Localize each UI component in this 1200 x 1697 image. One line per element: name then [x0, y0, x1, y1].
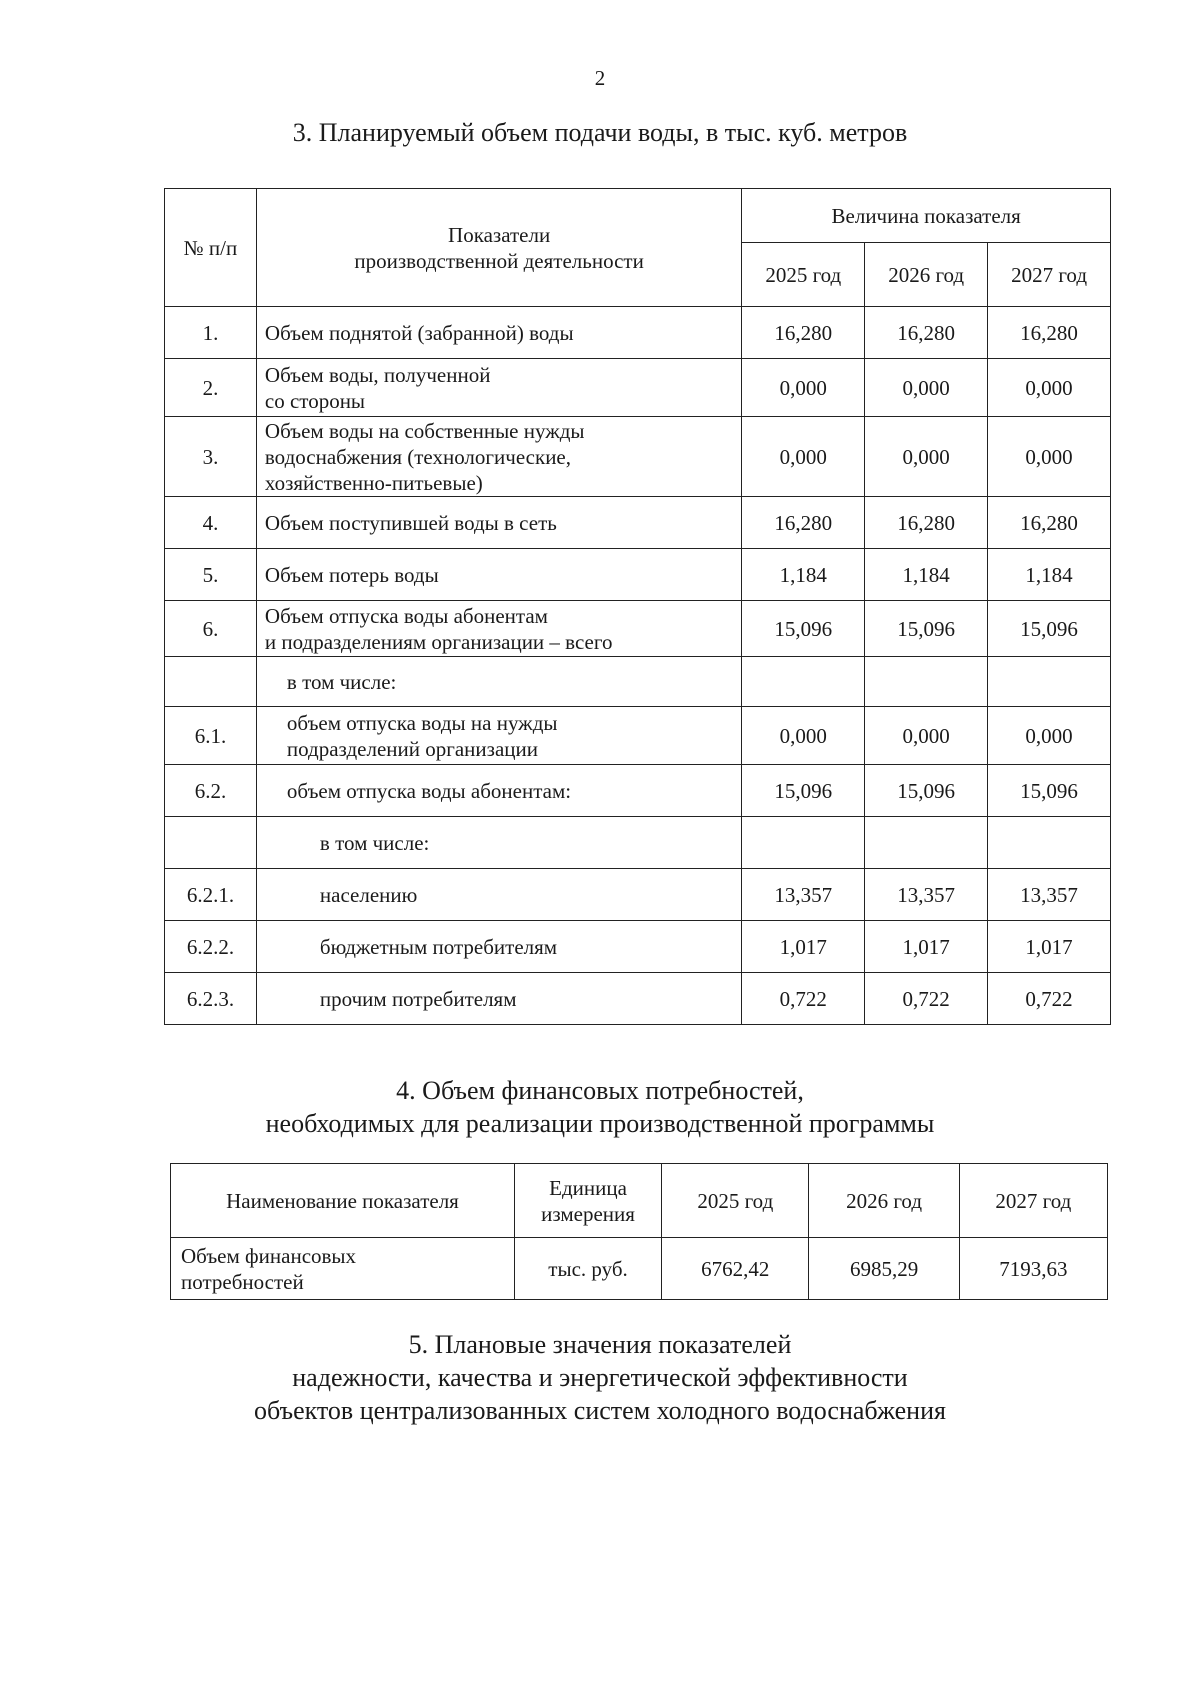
value-2027: 0,000 [988, 707, 1111, 765]
value-2026: 6985,29 [809, 1238, 959, 1300]
row-number: 2. [165, 359, 257, 417]
header-year-2026: 2026 год [865, 243, 988, 307]
indicator-label: в том числе: [256, 817, 741, 869]
row-number: 6.2. [165, 765, 257, 817]
value-2027: 0,000 [988, 417, 1111, 497]
section-4-title: 4. Объем финансовых потребностей, необходимых для реализации производственной программы [265, 1076, 935, 1138]
section-5-title: 5. Плановые значения показателей надежности, качества и энергетической эффективности объектов централизованных систем холодного водоснабжения [254, 1330, 946, 1425]
value-2027: 15,096 [988, 765, 1111, 817]
row-number: 5. [165, 549, 257, 601]
row-number: 6. [165, 601, 257, 657]
value-2027 [988, 817, 1111, 869]
indicator-label: Объем потерь воды [256, 549, 741, 601]
value-2026 [865, 817, 988, 869]
value-2025: 0,000 [742, 707, 865, 765]
header-indicator: Показатели производственной деятельности [256, 189, 741, 307]
value-2026: 0,000 [865, 707, 988, 765]
value-2026: 0,722 [865, 973, 988, 1025]
indicator-label: бюджетным потребителям [256, 921, 741, 973]
value-2026: 1,184 [865, 549, 988, 601]
value-2027: 16,280 [988, 307, 1111, 359]
indicator-label: объем отпуска воды на нужды подразделений организации [256, 707, 741, 765]
table-row [165, 707, 1111, 765]
value-2026: 0,000 [865, 417, 988, 497]
indicator-label: Объем поступившей воды в сеть [256, 497, 741, 549]
table-row [165, 973, 1111, 1025]
header-value-group: Величина показателя [742, 189, 1111, 243]
value-2025: 1,017 [742, 921, 865, 973]
page-number: 2 [594, 66, 606, 90]
indicator-label: Объем отпуска воды абонентам и подразделениям организации – всего [256, 601, 741, 657]
value-2025: 1,184 [742, 549, 865, 601]
table-row [165, 601, 1111, 657]
table-row [165, 497, 1111, 549]
value-2027: 1,184 [988, 549, 1111, 601]
indicator-label: Объем поднятой (забранной) воды [256, 307, 741, 359]
value-2025: 15,096 [742, 601, 865, 657]
value-2026: 16,280 [865, 497, 988, 549]
header-year-2027: 2027 год [988, 243, 1111, 307]
header-num: № п/п [165, 189, 257, 307]
header-year-2027: 2027 год [959, 1164, 1107, 1238]
value-2025: 16,280 [742, 307, 865, 359]
indicator-label: населению [256, 869, 741, 921]
row-number: 6.2.1. [165, 869, 257, 921]
indicator-label: Объем воды на собственные нужды водоснабжения (технологические, хозяйственно-питьевые) [256, 417, 741, 497]
header-year-2026: 2026 год [809, 1164, 959, 1238]
value-2026: 15,096 [865, 601, 988, 657]
value-2027: 0,000 [988, 359, 1111, 417]
table-row [165, 869, 1111, 921]
row-number [165, 817, 257, 869]
value-2027: 13,357 [988, 869, 1111, 921]
indicator-label: объем отпуска воды абонентам: [256, 765, 741, 817]
value-2025: 0,000 [742, 359, 865, 417]
table-row [165, 359, 1111, 417]
value-2025 [742, 657, 865, 707]
value-2025: 13,357 [742, 869, 865, 921]
value-2027: 15,096 [988, 601, 1111, 657]
indicator-name: Объем финансовых потребностей [171, 1238, 515, 1300]
header-name: Наименование показателя [171, 1164, 515, 1238]
header-unit: Единица измерения [514, 1164, 661, 1238]
row-number: 6.2.3. [165, 973, 257, 1025]
value-2025: 16,280 [742, 497, 865, 549]
indicator-label: в том числе: [256, 657, 741, 707]
value-2027: 0,722 [988, 973, 1111, 1025]
value-2027: 7193,63 [959, 1238, 1107, 1300]
row-number: 3. [165, 417, 257, 497]
header-year-2025: 2025 год [662, 1164, 809, 1238]
table-row [165, 549, 1111, 601]
header-year-2025: 2025 год [742, 243, 865, 307]
value-2025: 6762,42 [662, 1238, 809, 1300]
value-2025: 0,722 [742, 973, 865, 1025]
unit-cell: тыс. руб. [514, 1238, 661, 1300]
value-2025: 0,000 [742, 417, 865, 497]
table-row [165, 417, 1111, 497]
row-number: 6.2.2. [165, 921, 257, 973]
value-2026 [865, 657, 988, 707]
value-2025 [742, 817, 865, 869]
table-row [165, 307, 1111, 359]
value-2027: 16,280 [988, 497, 1111, 549]
value-2027 [988, 657, 1111, 707]
row-number: 4. [165, 497, 257, 549]
row-number [165, 657, 257, 707]
table-row [171, 1238, 1108, 1300]
row-number: 6.1. [165, 707, 257, 765]
value-2025: 15,096 [742, 765, 865, 817]
value-2026: 16,280 [865, 307, 988, 359]
table-row [165, 817, 1111, 869]
water-supply-table [164, 188, 1111, 1025]
value-2027: 1,017 [988, 921, 1111, 973]
value-2026: 15,096 [865, 765, 988, 817]
section-3-title: 3. Планируемый объем подачи воды, в тыс. куб. метров [292, 118, 908, 147]
row-number: 1. [165, 307, 257, 359]
value-2026: 13,357 [865, 869, 988, 921]
indicator-label: прочим потребителям [256, 973, 741, 1025]
financial-needs-table [170, 1163, 1108, 1300]
value-2026: 0,000 [865, 359, 988, 417]
indicator-label: Объем воды, полученной со стороны [256, 359, 741, 417]
table-row [165, 657, 1111, 707]
table-row [165, 921, 1111, 973]
value-2026: 1,017 [865, 921, 988, 973]
table-row [165, 765, 1111, 817]
